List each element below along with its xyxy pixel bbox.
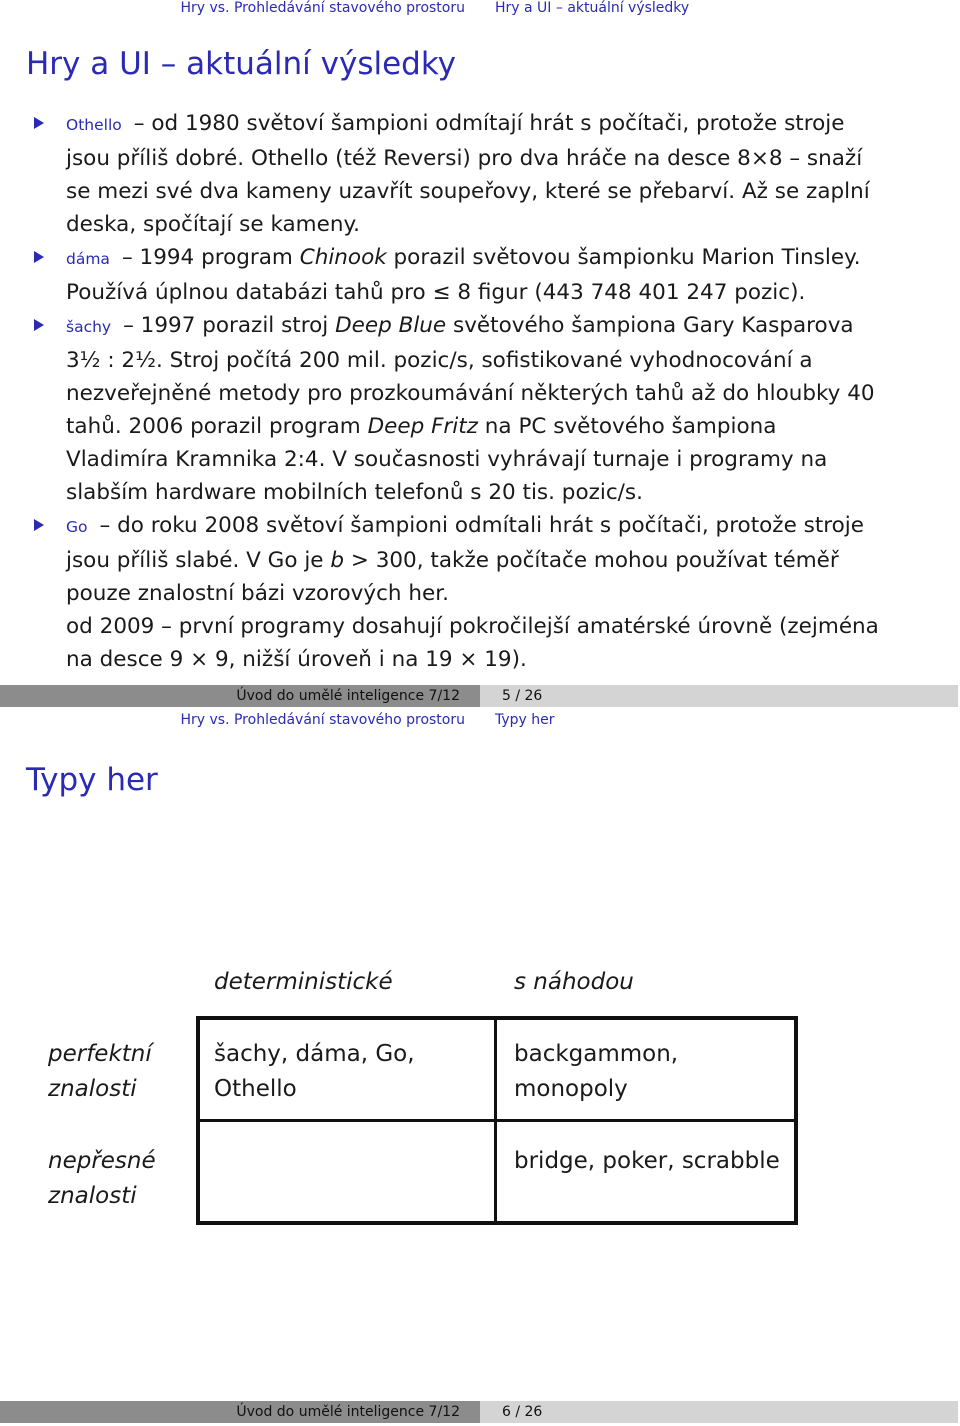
header-navigation [0, 712, 960, 734]
grid-line-bottom [196, 1221, 798, 1225]
item-text: světového šampiona Gary Kasparova [446, 313, 854, 338]
grid-line-left [196, 1016, 200, 1225]
item-text-italic: Chinook [299, 245, 387, 270]
item-text: – do roku 2008 světoví šampioni odmítali hrát s počítači, protože stroje [99, 513, 864, 538]
item-text: deska, spočítají se kameny. [66, 212, 360, 237]
slide-content [26, 107, 900, 676]
grid-line-middle [196, 1119, 798, 1122]
list-item-sachy [26, 309, 900, 509]
col-header-deterministic: deterministické [214, 969, 393, 995]
item-text: – od 1980 světoví šampioni odmítají hrát s počítači, protože stroje [133, 111, 845, 136]
row-header-line: nepřesné [48, 1148, 156, 1174]
header-navigation [0, 0, 960, 22]
item-text: > 300, takže počítače mohou používat téměř [344, 548, 839, 573]
list-item-go [26, 509, 900, 676]
cell-text: Othello [214, 1076, 297, 1102]
item-key: Othello [66, 116, 122, 134]
footer-page-number: 5 / 26 [502, 688, 543, 704]
item-text: slabším hardware mobilních telefonů s 20 tis. pozic/s. [66, 480, 643, 505]
list-item-dama [26, 241, 900, 309]
list-item-othello [26, 107, 900, 241]
slide-5 [0, 0, 960, 712]
item-text-italic: Deep Fritz [367, 414, 478, 439]
item-text: na PC světového šampiona [477, 414, 777, 439]
row-header-perfect [48, 1037, 152, 1107]
item-text: – 1994 program [121, 245, 300, 270]
nav-section-link[interactable]: Hry vs. Prohledávání stavového prostoru [180, 0, 465, 16]
triangle-bullet-icon [34, 251, 44, 263]
cell-text: šachy, dáma, Go, [214, 1041, 415, 1067]
item-key: Go [66, 518, 88, 536]
item-text: nezveřejněné metody pro prozkoumávání některých tahů až do hloubky 40 [66, 381, 875, 406]
grid-line-right [794, 1016, 798, 1225]
grid-line-center [494, 1016, 497, 1225]
item-text: porazil světovou šampionku Marion Tinsley. [386, 245, 861, 270]
footer-page-number: 6 / 26 [502, 1404, 543, 1420]
footer-bar [0, 685, 960, 707]
footer-right-panel [480, 1401, 958, 1423]
row-header-line: znalosti [48, 1183, 137, 1209]
item-text: Používá úplnou databázi tahů pro ≤ 8 figur (443 748 401 247 pozic). [66, 280, 806, 305]
triangle-bullet-icon [34, 117, 44, 129]
item-text: od 2009 – první programy dosahují pokročilejší amatérské úrovně (zejména [66, 614, 879, 639]
item-text: jsou příliš dobré. Othello (též Reversi) pro dva hráče na desce 8×8 – snaží [66, 146, 863, 171]
col-header-chance: s náhodou [514, 969, 634, 995]
footer-course-title: Úvod do umělé inteligence 7/12 [236, 688, 460, 704]
footer-bar [0, 1401, 960, 1423]
cell-perfect-deterministic [214, 1037, 415, 1107]
footer-course-title: Úvod do umělé inteligence 7/12 [236, 1404, 460, 1420]
nav-subsection-link[interactable]: Hry a UI – aktuální výsledky [495, 0, 690, 16]
item-text: se mezi své dva kameny uzavřít soupeřovy, které se přebarví. Až se zaplní [66, 179, 870, 204]
cell-text: monopoly [514, 1076, 628, 1102]
grid-line-top [196, 1016, 798, 1020]
item-text-italic: Deep Blue [335, 313, 447, 338]
row-header-imperfect [48, 1144, 156, 1214]
item-text: 3½ : 2½. Stroj počítá 200 mil. pozic/s, sofistikované vyhodnocování a [66, 348, 813, 373]
slide-title: Hry a UI – aktuální výsledky [26, 46, 457, 82]
footer-right-panel [480, 685, 958, 707]
slide-title: Typy her [26, 762, 158, 798]
cell-perfect-chance [514, 1037, 678, 1107]
nav-section-link[interactable]: Hry vs. Prohledávání stavového prostoru [180, 712, 465, 728]
triangle-bullet-icon [34, 319, 44, 331]
cell-text: backgammon, [514, 1041, 679, 1067]
item-text: Vladimíra Kramnika 2:4. V současnosti vyhrávají turnaje i programy na [66, 447, 828, 472]
item-key: šachy [66, 318, 112, 336]
item-text-italic: b [330, 548, 345, 573]
item-key: dáma [66, 250, 110, 268]
item-text: na desce 9 × 9, nižší úroveň i na 19 × 19). [66, 647, 527, 672]
nav-subsection-link[interactable]: Typy her [495, 712, 555, 728]
item-text: tahů. 2006 porazil program [66, 414, 368, 439]
cell-imperfect-chance: bridge, poker, scrabble [514, 1148, 780, 1174]
triangle-bullet-icon [34, 519, 44, 531]
row-header-line: perfektní [48, 1041, 152, 1067]
item-text: – 1997 porazil stroj [123, 313, 336, 338]
item-text: jsou příliš slabé. V Go je [66, 548, 331, 573]
row-header-line: znalosti [48, 1076, 137, 1102]
item-text: pouze znalostní bázi vzorových her. [66, 581, 449, 606]
